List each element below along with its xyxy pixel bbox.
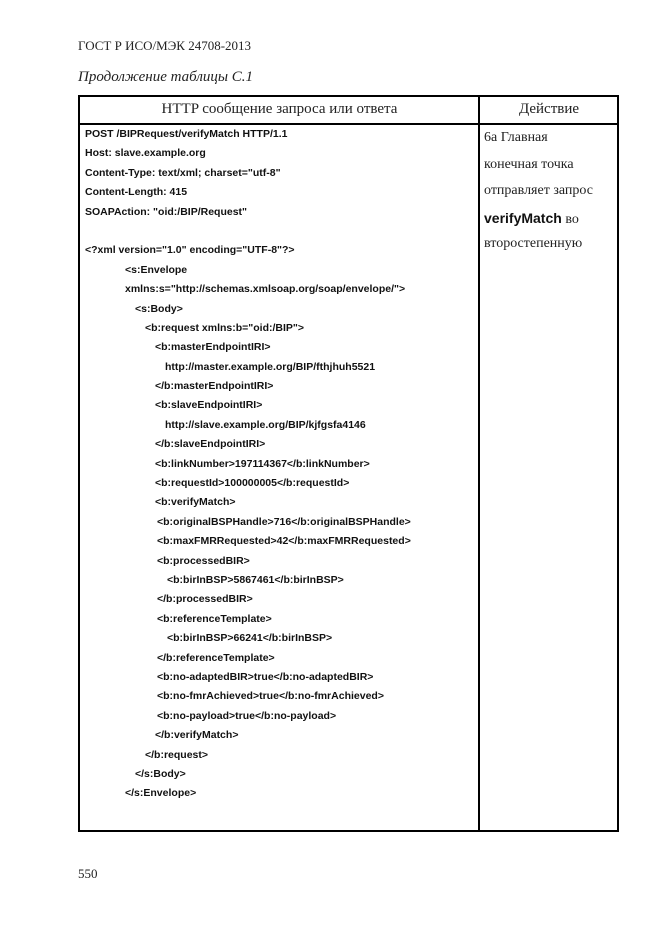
- table-caption: Продолжение таблицы С.1: [78, 69, 254, 85]
- code-line: <b:birInBSP>5867461</b:birInBSP>: [167, 573, 344, 586]
- action-line: [484, 178, 616, 205]
- code-line: <b:no-fmrAchieved>true</b:no-fmrAchieved>: [157, 690, 384, 703]
- code-line: <b:masterEndpointIRI>: [155, 341, 271, 354]
- code-line: <b:originalBSPHandle>716</b:originalBSPHandle>: [157, 515, 411, 528]
- code-line: <s:Body>: [135, 302, 183, 315]
- code-line: SOAPAction: "oid:/BIP/Request": [85, 205, 248, 218]
- code-line: </b:masterEndpointIRI>: [155, 380, 274, 393]
- code-line: <?xml version="1.0" encoding="UTF-8"?>: [85, 244, 295, 257]
- column-header-http-message: HTTP сообщение запроса или ответа: [161, 101, 398, 117]
- action-text: второстепенную: [484, 236, 583, 251]
- column-divider: [478, 97, 480, 830]
- action-text: конечная точка: [484, 156, 574, 172]
- code-line: <b:maxFMRRequested>42</b:maxFMRRequested>: [157, 535, 411, 548]
- http-message-cell: [85, 125, 475, 804]
- code-line: <b:requestId>100000005</b:requestId>: [155, 477, 350, 490]
- code-line: http://master.example.org/BIP/fthjhuh5521: [165, 360, 376, 373]
- code-line: Content-Type: text/xml; charset="utf-8": [85, 166, 281, 179]
- code-line: POST /BIPRequest/verifyMatch HTTP/1.1: [85, 128, 288, 140]
- code-line: </b:request>: [145, 748, 209, 761]
- code-line: [85, 222, 475, 241]
- action-line: [484, 152, 616, 179]
- code-line: <b:no-adaptedBIR>true</b:no-adaptedBIR>: [157, 670, 374, 683]
- action-line: [484, 125, 616, 152]
- action-line: [484, 205, 616, 232]
- action-text: во: [561, 211, 579, 227]
- code-line: xmlns:s="http://schemas.xmlsoap.org/soap/envelope/">: [125, 283, 406, 296]
- code-line: Host: slave.example.org: [85, 147, 206, 160]
- http-message-table: [78, 95, 619, 832]
- code-line: <b:no-payload>true</b:no-payload>: [157, 709, 337, 722]
- action-line: [484, 231, 616, 258]
- table-header-row: [80, 97, 617, 125]
- code-line: </s:Body>: [135, 767, 186, 780]
- code-line: <s:Envelope: [125, 263, 188, 276]
- column-header-action: Действие: [518, 101, 580, 117]
- code-line: </b:referenceTemplate>: [157, 651, 275, 664]
- code-line: Content-Length: 415: [85, 186, 188, 199]
- code-line: <b:referenceTemplate>: [157, 612, 272, 625]
- code-line: <b:linkNumber>197114367</b:linkNumber>: [155, 457, 370, 470]
- code-line: </b:verifyMatch>: [155, 729, 239, 742]
- code-line: <b:processedBIR>: [157, 554, 250, 567]
- code-line: <b:slaveEndpointIRI>: [155, 399, 263, 412]
- code-line: </s:Envelope>: [125, 787, 197, 800]
- code-line: </b:slaveEndpointIRI>: [155, 438, 266, 451]
- document-header: ГОСТ Р ИСО/МЭК 24708-2013: [78, 38, 252, 53]
- code-line: http://slave.example.org/BIP/kjfgsfa4146: [165, 418, 366, 431]
- code-line: <b:birInBSP>66241</b:birInBSP>: [167, 632, 333, 645]
- code-line: <b:verifyMatch>: [155, 496, 236, 509]
- code-line: </b:processedBIR>: [157, 593, 253, 606]
- action-keyword: verifyMatch: [484, 209, 562, 226]
- page-number: 550: [78, 866, 98, 881]
- code-line: <b:request xmlns:b="oid:/BIP">: [145, 321, 305, 334]
- action-text: отправляет запрос: [484, 183, 593, 198]
- action-cell: [484, 125, 616, 258]
- action-text: 6а Главная: [484, 130, 548, 145]
